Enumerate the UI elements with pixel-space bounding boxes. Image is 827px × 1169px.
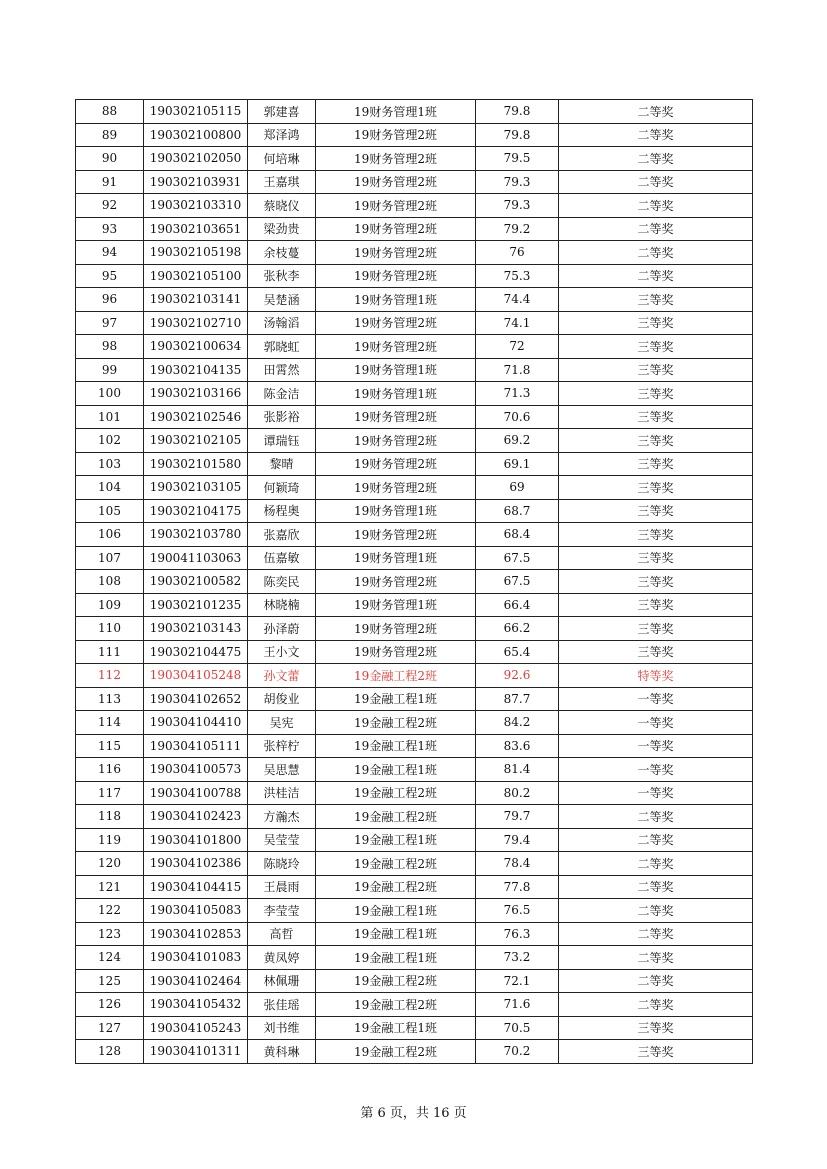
student-id-cell: 190304105111 xyxy=(144,734,248,758)
score-cell: 79.8 xyxy=(476,100,559,124)
student-name-cell: 郭晓虹 xyxy=(248,335,316,359)
score-cell: 69 xyxy=(476,476,559,500)
student-id-cell: 190302103780 xyxy=(144,523,248,547)
student-id-cell: 190302104135 xyxy=(144,358,248,382)
student-id-cell: 190302101580 xyxy=(144,452,248,476)
table-row xyxy=(76,170,753,194)
student-id-cell: 190302103166 xyxy=(144,382,248,406)
class-name-cell: 19财务管理1班 xyxy=(316,358,476,382)
award-cell: 二等奖 xyxy=(559,805,753,829)
row-number-cell: 123 xyxy=(76,922,144,946)
student-id-cell: 190302100634 xyxy=(144,335,248,359)
award-cell: 二等奖 xyxy=(559,875,753,899)
score-cell: 69.2 xyxy=(476,429,559,453)
award-cell: 一等奖 xyxy=(559,734,753,758)
score-cell: 84.2 xyxy=(476,711,559,735)
score-cell: 79.4 xyxy=(476,828,559,852)
row-number-cell: 88 xyxy=(76,100,144,124)
table-row xyxy=(76,100,753,124)
row-number-cell: 113 xyxy=(76,687,144,711)
table-row xyxy=(76,593,753,617)
score-cell: 79.7 xyxy=(476,805,559,829)
student-name-cell: 张影裕 xyxy=(248,405,316,429)
student-name-cell: 张佳瑶 xyxy=(248,993,316,1017)
row-number-cell: 93 xyxy=(76,217,144,241)
student-name-cell: 何培琳 xyxy=(248,147,316,171)
table-row xyxy=(76,617,753,641)
class-name-cell: 19财务管理1班 xyxy=(316,593,476,617)
student-name-cell: 黄凤婷 xyxy=(248,946,316,970)
student-name-cell: 王晨雨 xyxy=(248,875,316,899)
table-row xyxy=(76,264,753,288)
table-row xyxy=(76,781,753,805)
student-id-cell: 190302103141 xyxy=(144,288,248,312)
class-name-cell: 19金融工程1班 xyxy=(316,922,476,946)
page-footer: 第 6 页，共 16 页 xyxy=(360,1106,467,1121)
row-number-cell: 109 xyxy=(76,593,144,617)
class-name-cell: 19金融工程2班 xyxy=(316,852,476,876)
student-id-cell: 190304105083 xyxy=(144,899,248,923)
row-number-cell: 125 xyxy=(76,969,144,993)
student-name-cell: 谭瑞钰 xyxy=(248,429,316,453)
student-name-cell: 吴楚涵 xyxy=(248,288,316,312)
award-cell: 二等奖 xyxy=(559,100,753,124)
row-number-cell: 115 xyxy=(76,734,144,758)
student-id-cell: 190302102105 xyxy=(144,429,248,453)
student-name-cell: 梁劲贵 xyxy=(248,217,316,241)
score-cell: 77.8 xyxy=(476,875,559,899)
table-row xyxy=(76,946,753,970)
row-number-cell: 89 xyxy=(76,123,144,147)
row-number-cell: 106 xyxy=(76,523,144,547)
class-name-cell: 19金融工程2班 xyxy=(316,805,476,829)
row-number-cell: 110 xyxy=(76,617,144,641)
table-row xyxy=(76,664,753,688)
table-row xyxy=(76,687,753,711)
class-name-cell: 19金融工程1班 xyxy=(316,734,476,758)
student-name-cell: 吴思慧 xyxy=(248,758,316,782)
award-cell: 三等奖 xyxy=(559,570,753,594)
class-name-cell: 19金融工程1班 xyxy=(316,899,476,923)
award-cell: 三等奖 xyxy=(559,523,753,547)
row-number-cell: 102 xyxy=(76,429,144,453)
score-cell: 66.4 xyxy=(476,593,559,617)
class-name-cell: 19财务管理1班 xyxy=(316,288,476,312)
student-id-cell: 190302104175 xyxy=(144,499,248,523)
student-id-cell: 190041103063 xyxy=(144,546,248,570)
student-id-cell: 190304104410 xyxy=(144,711,248,735)
student-id-cell: 190302102050 xyxy=(144,147,248,171)
student-name-cell: 王小文 xyxy=(248,640,316,664)
student-id-cell: 190302105100 xyxy=(144,264,248,288)
student-name-cell: 郑泽鸿 xyxy=(248,123,316,147)
class-name-cell: 19财务管理2班 xyxy=(316,241,476,265)
class-name-cell: 19金融工程1班 xyxy=(316,758,476,782)
score-cell: 79.5 xyxy=(476,147,559,171)
award-cell: 二等奖 xyxy=(559,217,753,241)
table-row xyxy=(76,241,753,265)
table-row xyxy=(76,147,753,171)
score-cell: 71.8 xyxy=(476,358,559,382)
student-name-cell: 余枝蔓 xyxy=(248,241,316,265)
score-cell: 83.6 xyxy=(476,734,559,758)
award-cell: 二等奖 xyxy=(559,123,753,147)
table-row xyxy=(76,758,753,782)
table-row xyxy=(76,922,753,946)
student-id-cell: 190304101800 xyxy=(144,828,248,852)
class-name-cell: 19财务管理1班 xyxy=(316,100,476,124)
student-id-cell: 190304105432 xyxy=(144,993,248,1017)
student-name-cell: 刘书维 xyxy=(248,1016,316,1040)
student-id-cell: 190304102652 xyxy=(144,687,248,711)
award-cell: 三等奖 xyxy=(559,452,753,476)
row-number-cell: 127 xyxy=(76,1016,144,1040)
student-name-cell: 张嘉欣 xyxy=(248,523,316,547)
class-name-cell: 19财务管理2班 xyxy=(316,264,476,288)
score-table xyxy=(75,99,753,1064)
student-id-cell: 190302101235 xyxy=(144,593,248,617)
score-cell: 65.4 xyxy=(476,640,559,664)
class-name-cell: 19财务管理2班 xyxy=(316,170,476,194)
award-cell: 二等奖 xyxy=(559,969,753,993)
award-cell: 二等奖 xyxy=(559,147,753,171)
table-row xyxy=(76,194,753,218)
class-name-cell: 19财务管理2班 xyxy=(316,147,476,171)
student-id-cell: 190304101083 xyxy=(144,946,248,970)
table-row xyxy=(76,711,753,735)
class-name-cell: 19金融工程2班 xyxy=(316,664,476,688)
row-number-cell: 119 xyxy=(76,828,144,852)
score-cell: 75.3 xyxy=(476,264,559,288)
student-id-cell: 190304100788 xyxy=(144,781,248,805)
table-row xyxy=(76,382,753,406)
table-row xyxy=(76,640,753,664)
student-name-cell: 孙文蕾 xyxy=(248,664,316,688)
student-id-cell: 190302103105 xyxy=(144,476,248,500)
student-name-cell: 李莹莹 xyxy=(248,899,316,923)
row-number-cell: 120 xyxy=(76,852,144,876)
row-number-cell: 112 xyxy=(76,664,144,688)
award-cell: 三等奖 xyxy=(559,476,753,500)
row-number-cell: 104 xyxy=(76,476,144,500)
score-cell: 71.3 xyxy=(476,382,559,406)
student-name-cell: 林佩珊 xyxy=(248,969,316,993)
row-number-cell: 128 xyxy=(76,1040,144,1064)
row-number-cell: 124 xyxy=(76,946,144,970)
table-row xyxy=(76,734,753,758)
score-cell: 79.3 xyxy=(476,170,559,194)
row-number-cell: 98 xyxy=(76,335,144,359)
award-cell: 一等奖 xyxy=(559,687,753,711)
award-cell: 三等奖 xyxy=(559,405,753,429)
table-row xyxy=(76,546,753,570)
row-number-cell: 94 xyxy=(76,241,144,265)
row-number-cell: 100 xyxy=(76,382,144,406)
table-row xyxy=(76,570,753,594)
student-name-cell: 陈奕民 xyxy=(248,570,316,594)
award-cell: 三等奖 xyxy=(559,358,753,382)
class-name-cell: 19财务管理2班 xyxy=(316,429,476,453)
award-cell: 一等奖 xyxy=(559,781,753,805)
score-cell: 73.2 xyxy=(476,946,559,970)
table-row xyxy=(76,523,753,547)
row-number-cell: 122 xyxy=(76,899,144,923)
table-row xyxy=(76,499,753,523)
student-id-cell: 190304102423 xyxy=(144,805,248,829)
class-name-cell: 19财务管理1班 xyxy=(316,546,476,570)
row-number-cell: 118 xyxy=(76,805,144,829)
student-id-cell: 190302103651 xyxy=(144,217,248,241)
class-name-cell: 19财务管理2班 xyxy=(316,123,476,147)
student-id-cell: 190302102546 xyxy=(144,405,248,429)
score-cell: 87.7 xyxy=(476,687,559,711)
award-cell: 二等奖 xyxy=(559,170,753,194)
award-cell: 一等奖 xyxy=(559,711,753,735)
student-id-cell: 190302100800 xyxy=(144,123,248,147)
table-row xyxy=(76,358,753,382)
score-cell: 92.6 xyxy=(476,664,559,688)
score-cell: 80.2 xyxy=(476,781,559,805)
student-name-cell: 林晓楠 xyxy=(248,593,316,617)
score-cell: 74.1 xyxy=(476,311,559,335)
row-number-cell: 107 xyxy=(76,546,144,570)
score-cell: 67.5 xyxy=(476,546,559,570)
table-row xyxy=(76,452,753,476)
class-name-cell: 19财务管理2班 xyxy=(316,452,476,476)
table-row xyxy=(76,476,753,500)
student-name-cell: 王嘉琪 xyxy=(248,170,316,194)
table-row xyxy=(76,969,753,993)
class-name-cell: 19金融工程2班 xyxy=(316,1040,476,1064)
row-number-cell: 108 xyxy=(76,570,144,594)
student-name-cell: 吴莹莹 xyxy=(248,828,316,852)
award-cell: 二等奖 xyxy=(559,264,753,288)
class-name-cell: 19金融工程2班 xyxy=(316,781,476,805)
student-name-cell: 方瀚杰 xyxy=(248,805,316,829)
award-cell: 三等奖 xyxy=(559,617,753,641)
award-cell: 三等奖 xyxy=(559,288,753,312)
class-name-cell: 19金融工程2班 xyxy=(316,969,476,993)
award-cell: 三等奖 xyxy=(559,593,753,617)
class-name-cell: 19金融工程1班 xyxy=(316,687,476,711)
score-cell: 74.4 xyxy=(476,288,559,312)
score-cell: 78.4 xyxy=(476,852,559,876)
class-name-cell: 19金融工程2班 xyxy=(316,875,476,899)
class-name-cell: 19财务管理2班 xyxy=(316,405,476,429)
row-number-cell: 117 xyxy=(76,781,144,805)
table-row xyxy=(76,899,753,923)
row-number-cell: 97 xyxy=(76,311,144,335)
row-number-cell: 105 xyxy=(76,499,144,523)
award-cell: 二等奖 xyxy=(559,241,753,265)
student-id-cell: 190304102464 xyxy=(144,969,248,993)
award-cell: 一等奖 xyxy=(559,758,753,782)
student-id-cell: 190302104475 xyxy=(144,640,248,664)
table-row xyxy=(76,1016,753,1040)
student-name-cell: 胡俊业 xyxy=(248,687,316,711)
table-row xyxy=(76,429,753,453)
class-name-cell: 19金融工程2班 xyxy=(316,711,476,735)
student-name-cell: 陈金洁 xyxy=(248,382,316,406)
student-name-cell: 黎晴 xyxy=(248,452,316,476)
table-row xyxy=(76,1040,753,1064)
award-cell: 二等奖 xyxy=(559,828,753,852)
score-cell: 79.8 xyxy=(476,123,559,147)
row-number-cell: 116 xyxy=(76,758,144,782)
award-cell: 三等奖 xyxy=(559,1016,753,1040)
score-table-body xyxy=(76,100,753,1064)
class-name-cell: 19财务管理2班 xyxy=(316,217,476,241)
score-cell: 76 xyxy=(476,241,559,265)
student-id-cell: 190304100573 xyxy=(144,758,248,782)
class-name-cell: 19财务管理2班 xyxy=(316,640,476,664)
table-row xyxy=(76,852,753,876)
award-cell: 三等奖 xyxy=(559,1040,753,1064)
score-cell: 79.2 xyxy=(476,217,559,241)
class-name-cell: 19财务管理1班 xyxy=(316,499,476,523)
award-cell: 二等奖 xyxy=(559,993,753,1017)
row-number-cell: 90 xyxy=(76,147,144,171)
student-name-cell: 杨程奥 xyxy=(248,499,316,523)
student-id-cell: 190304102853 xyxy=(144,922,248,946)
score-cell: 70.6 xyxy=(476,405,559,429)
table-row xyxy=(76,875,753,899)
student-name-cell: 吴宪 xyxy=(248,711,316,735)
class-name-cell: 19财务管理1班 xyxy=(316,382,476,406)
score-cell: 72.1 xyxy=(476,969,559,993)
score-cell: 81.4 xyxy=(476,758,559,782)
score-cell: 79.3 xyxy=(476,194,559,218)
row-number-cell: 101 xyxy=(76,405,144,429)
class-name-cell: 19金融工程1班 xyxy=(316,1016,476,1040)
score-cell: 70.2 xyxy=(476,1040,559,1064)
class-name-cell: 19金融工程1班 xyxy=(316,828,476,852)
student-name-cell: 蔡晓仪 xyxy=(248,194,316,218)
student-name-cell: 田霄然 xyxy=(248,358,316,382)
student-name-cell: 郭建喜 xyxy=(248,100,316,124)
student-id-cell: 190302105115 xyxy=(144,100,248,124)
student-id-cell: 190304105248 xyxy=(144,664,248,688)
student-name-cell: 陈晓玲 xyxy=(248,852,316,876)
score-cell: 68.7 xyxy=(476,499,559,523)
student-id-cell: 190302102710 xyxy=(144,311,248,335)
class-name-cell: 19财务管理2班 xyxy=(316,311,476,335)
student-name-cell: 高哲 xyxy=(248,922,316,946)
class-name-cell: 19财务管理2班 xyxy=(316,335,476,359)
class-name-cell: 19财务管理2班 xyxy=(316,570,476,594)
student-name-cell: 张梓柠 xyxy=(248,734,316,758)
row-number-cell: 111 xyxy=(76,640,144,664)
score-cell: 76.5 xyxy=(476,899,559,923)
student-id-cell: 190302100582 xyxy=(144,570,248,594)
score-cell: 66.2 xyxy=(476,617,559,641)
class-name-cell: 19财务管理2班 xyxy=(316,194,476,218)
score-cell: 76.3 xyxy=(476,922,559,946)
award-cell: 三等奖 xyxy=(559,640,753,664)
row-number-cell: 99 xyxy=(76,358,144,382)
class-name-cell: 19金融工程2班 xyxy=(316,993,476,1017)
score-cell: 68.4 xyxy=(476,523,559,547)
student-name-cell: 黄科琳 xyxy=(248,1040,316,1064)
table-row xyxy=(76,217,753,241)
award-cell: 二等奖 xyxy=(559,922,753,946)
table-row xyxy=(76,828,753,852)
score-cell: 70.5 xyxy=(476,1016,559,1040)
student-id-cell: 190304102386 xyxy=(144,852,248,876)
award-cell: 三等奖 xyxy=(559,429,753,453)
score-cell: 72 xyxy=(476,335,559,359)
student-name-cell: 汤翰滔 xyxy=(248,311,316,335)
student-id-cell: 190302103931 xyxy=(144,170,248,194)
table-row xyxy=(76,335,753,359)
score-cell: 71.6 xyxy=(476,993,559,1017)
table-row xyxy=(76,805,753,829)
award-cell: 三等奖 xyxy=(559,546,753,570)
student-id-cell: 190302103143 xyxy=(144,617,248,641)
award-cell: 二等奖 xyxy=(559,946,753,970)
class-name-cell: 19财务管理2班 xyxy=(316,617,476,641)
award-cell: 三等奖 xyxy=(559,499,753,523)
table-row xyxy=(76,123,753,147)
row-number-cell: 126 xyxy=(76,993,144,1017)
award-cell: 二等奖 xyxy=(559,852,753,876)
row-number-cell: 95 xyxy=(76,264,144,288)
class-name-cell: 19金融工程1班 xyxy=(316,946,476,970)
award-cell: 二等奖 xyxy=(559,194,753,218)
student-id-cell: 190304101311 xyxy=(144,1040,248,1064)
row-number-cell: 103 xyxy=(76,452,144,476)
class-name-cell: 19财务管理2班 xyxy=(316,476,476,500)
class-name-cell: 19财务管理2班 xyxy=(316,523,476,547)
student-name-cell: 何颖琦 xyxy=(248,476,316,500)
award-cell: 三等奖 xyxy=(559,382,753,406)
award-cell: 二等奖 xyxy=(559,899,753,923)
student-name-cell: 伍嘉敏 xyxy=(248,546,316,570)
student-id-cell: 190302103310 xyxy=(144,194,248,218)
row-number-cell: 92 xyxy=(76,194,144,218)
row-number-cell: 121 xyxy=(76,875,144,899)
row-number-cell: 91 xyxy=(76,170,144,194)
student-name-cell: 孙泽蔚 xyxy=(248,617,316,641)
award-cell: 三等奖 xyxy=(559,335,753,359)
row-number-cell: 114 xyxy=(76,711,144,735)
award-cell: 三等奖 xyxy=(559,311,753,335)
table-row xyxy=(76,405,753,429)
student-id-cell: 190302105198 xyxy=(144,241,248,265)
table-row xyxy=(76,288,753,312)
table-row xyxy=(76,311,753,335)
student-id-cell: 190304105243 xyxy=(144,1016,248,1040)
table-row xyxy=(76,993,753,1017)
student-id-cell: 190304104415 xyxy=(144,875,248,899)
student-name-cell: 洪桂洁 xyxy=(248,781,316,805)
score-cell: 67.5 xyxy=(476,570,559,594)
score-cell: 69.1 xyxy=(476,452,559,476)
student-name-cell: 张秋李 xyxy=(248,264,316,288)
award-cell: 特等奖 xyxy=(559,664,753,688)
row-number-cell: 96 xyxy=(76,288,144,312)
